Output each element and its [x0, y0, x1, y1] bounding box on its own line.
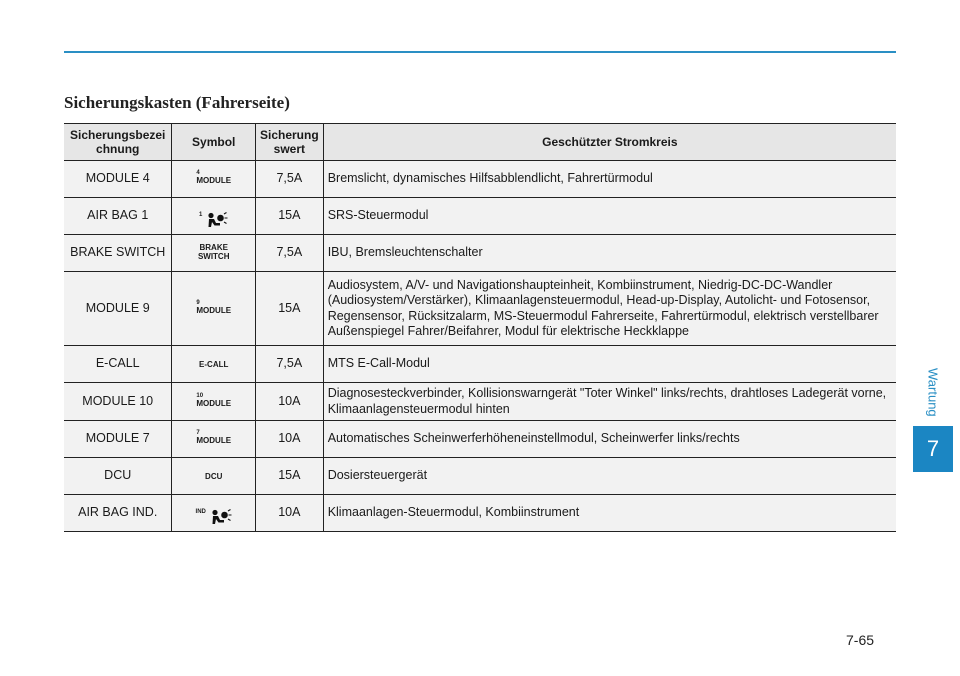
fuse-circuit: SRS-Steuermodul: [323, 198, 896, 235]
fuse-symbol: [172, 346, 256, 383]
module-symbol: 4 MODULE: [196, 170, 232, 186]
module-symbol: 10 MODULE: [196, 392, 232, 408]
fuse-rating: 10A: [256, 421, 324, 458]
fuse-circuit: Diagnosesteckverbinder, Kollisionswarngerät "Toter Winkel" links/rechts, drahtloses Ladegerät vorne, Klimaanlagensteuermodul hinten: [323, 383, 896, 421]
fuse-circuit: MTS E-Call-Modul: [323, 346, 896, 383]
table-row: [64, 495, 896, 532]
fuse-circuit: Klimaanlagen-Steuermodul, Kombiinstrument: [323, 495, 896, 532]
chapter-tab: 7: [913, 426, 953, 472]
fuse-rating: 10A: [256, 495, 324, 532]
table-row: [64, 198, 896, 235]
chapter-label: Wartung: [925, 367, 941, 417]
airbag-icon: [206, 212, 228, 228]
table-row: [64, 421, 896, 458]
fuse-symbol: 1: [172, 198, 256, 235]
fuse-symbol: [172, 161, 256, 198]
ecall-symbol: E-CALL: [199, 360, 229, 370]
brake-switch-symbol: BRAKE SWITCH: [197, 242, 230, 261]
fuse-rating: 15A: [256, 458, 324, 495]
header-name: Sicherungsbezei chnung: [64, 124, 172, 161]
fuse-name: E-CALL: [64, 346, 172, 383]
airbag-icon: [210, 509, 232, 525]
header-circuit: Geschützter Stromkreis: [323, 124, 896, 161]
table-row: [64, 458, 896, 495]
top-rule: [64, 51, 896, 53]
table-row: [64, 235, 896, 272]
fuse-symbol: [172, 272, 256, 346]
fuse-name: DCU: [64, 458, 172, 495]
fuse-name: MODULE 7: [64, 421, 172, 458]
fuse-name: AIR BAG IND.: [64, 495, 172, 532]
table-row: [64, 272, 896, 346]
fuse-symbol: [172, 458, 256, 495]
table-header-row: [64, 124, 896, 161]
fuse-name: MODULE 10: [64, 383, 172, 421]
header-symbol: Symbol: [172, 124, 256, 161]
fuse-symbol: [172, 235, 256, 272]
table-row: [64, 383, 896, 421]
section-title: Sicherungskasten (Fahrerseite): [64, 93, 290, 112]
fuse-circuit: Automatisches Scheinwerferhöheneinstellmodul, Scheinwerfer links/rechts: [323, 421, 896, 458]
module-symbol: 7 MODULE: [196, 430, 232, 446]
fuse-rating: 7,5A: [256, 346, 324, 383]
module-symbol: 9 MODULE: [196, 299, 232, 315]
fuse-name: AIR BAG 1: [64, 198, 172, 235]
fuse-circuit: IBU, Bremsleuchtenschalter: [323, 235, 896, 272]
fuse-symbol: IND: [172, 495, 256, 532]
fuse-name: BRAKE SWITCH: [64, 235, 172, 272]
fuse-rating: 15A: [256, 272, 324, 346]
fuse-rating: 15A: [256, 198, 324, 235]
fuse-rating: 7,5A: [256, 161, 324, 198]
header-rating: Sicherung swert: [256, 124, 324, 161]
table-row: [64, 161, 896, 198]
fuse-circuit: Dosiersteuergerät: [323, 458, 896, 495]
fuse-rating: 7,5A: [256, 235, 324, 272]
fuse-table: [64, 123, 896, 532]
page-number: 7-65: [846, 632, 875, 648]
fuse-circuit: Audiosystem, A/V- und Navigationshaupteinheit, Kombiinstrument, Niedrig-DC-DC-Wandler (Audiosystem/Verstärker), Klimaanlagensteuermodul, Head-up-Display, Autolicht- und Fotosensor, Regensensor, Rücksitzalarm, MS-Steuermodul Fahrerseite, Fahrertürmodul, elektrisch verstellbarer Außenspiegel Fahrer/Beifahrer, Modul für elektrische Heckklappe: [323, 272, 896, 346]
fuse-symbol: [172, 383, 256, 421]
fuse-name: MODULE 9: [64, 272, 172, 346]
fuse-circuit: Bremslicht, dynamisches Hilfsabblendlicht, Fahrertürmodul: [323, 161, 896, 198]
fuse-symbol: [172, 421, 256, 458]
table-row: [64, 346, 896, 383]
dcu-symbol: DCU: [205, 472, 223, 482]
fuse-rating: 10A: [256, 383, 324, 421]
fuse-name: MODULE 4: [64, 161, 172, 198]
